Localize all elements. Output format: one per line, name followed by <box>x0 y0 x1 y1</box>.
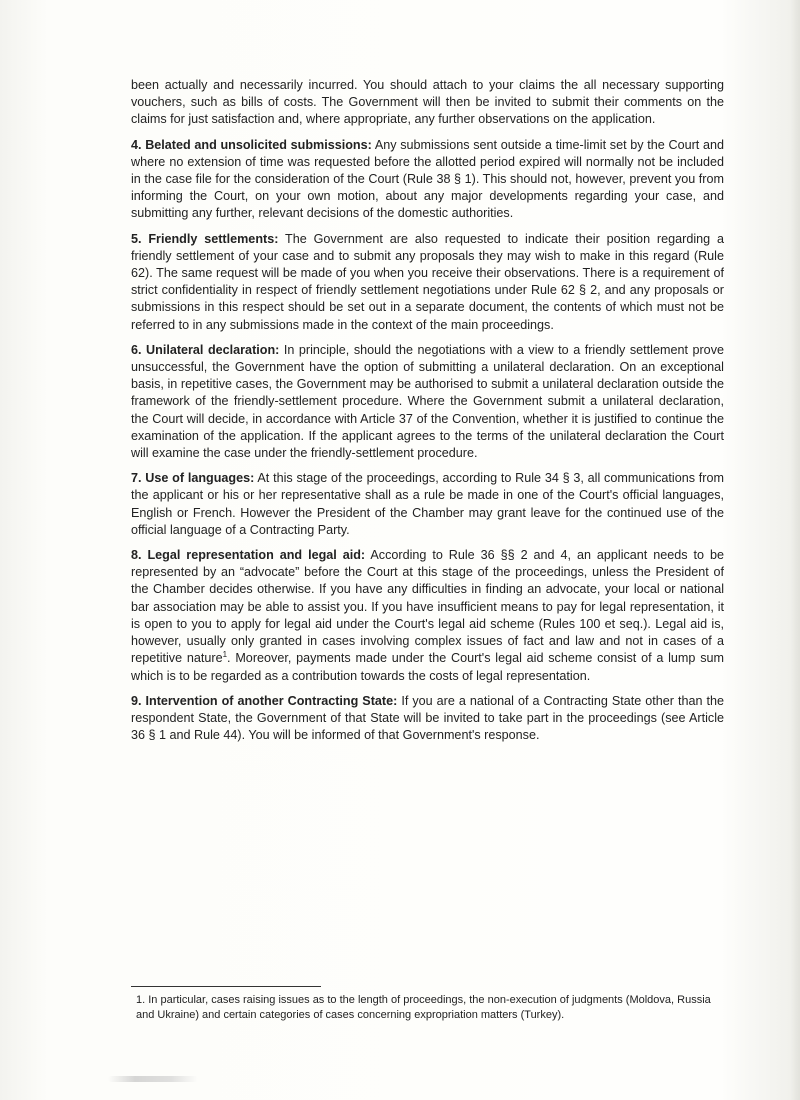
paragraph-belated-submissions <box>131 137 724 223</box>
footnote <box>136 993 726 1023</box>
footnote-reference[interactable]: 1 <box>222 650 228 660</box>
paragraph-heading: 9. Intervention of another Contracting State: <box>131 693 398 708</box>
paragraph-text: In principle, should the negotiations with a view to a friendly settlement prove unsuccessful, the Government have the option of submitting a unilateral declaration. On an exceptional basis, in repetitive cases, the Government may be authorised to submit a unilateral declaration outside the framework of the friendly-settlement procedure. Where the Government submit a unilateral declaration, the Court will decide, in accordance with Article 37 of the Convention, whether it is justified to continue the examination of the application. If the applicant agrees to the terms of the unilateral declaration the Court will examine the case under the friendly-settlement procedure. <box>131 342 724 461</box>
footnote-separator <box>131 986 321 987</box>
paragraph-just-satisfaction-continued <box>131 77 724 129</box>
paragraph-use-of-languages <box>131 470 724 539</box>
paragraph-text: If you are a national of a Contracting State other than the respondent State, the Government of that State will be invited to take part in the proceedings (see Article 36 § 1 and Rule 44). You will be informed of that Government's response. <box>131 693 724 743</box>
document-body <box>131 77 724 752</box>
paragraph-unilateral-declaration <box>131 342 724 462</box>
paragraph-heading: 6. Unilateral declaration: <box>131 342 280 357</box>
paragraph-text-continued: . Moreover, payments made under the Court's legal aid scheme consist of a lump sum which is to be regarded as a contribution towards the costs of legal representation. <box>131 651 724 683</box>
paragraph-text: Any submissions sent outside a time-limit set by the Court and where no extension of time was requested before the allotted period expired will normally not be included in the case file for the consideration of the Court (Rule 38 § 1). This should not, however, prevent you from informing the Court, on your own motion, about any major developments regarding your case, and submitting any further, relevant decisions of the domestic authorities. <box>131 137 724 221</box>
paragraph-heading: 8. Legal representation and legal aid: <box>131 548 366 563</box>
scan-page-edge <box>790 0 800 1100</box>
footnote-text: 1. In particular, cases raising issues as to the length of proceedings, the non-execution of judgments (Moldova, Russia and Ukraine) and certain categories of cases concerning expropriation matters (Turkey). <box>136 994 711 1021</box>
paragraph-heading: 5. Friendly settlements: <box>131 231 279 246</box>
paragraph-intervention <box>131 693 724 745</box>
paragraph-text: At this stage of the proceedings, according to Rule 34 § 3, all communications from the applicant or his or her representative shall as a rule be made in one of the Court's official languages, English or French. However the President of the Chamber may grant leave for the continued use of the official language of a Contracting Party. <box>131 471 724 537</box>
paragraph-heading: 7. Use of languages: <box>131 471 255 486</box>
paragraph-text: The Government are also requested to indicate their position regarding a friendly settlement of your case and to submit any proposals they may wish to make in this regard (Rule 62). The same request will be made of you when you receive their observations. There is a requirement of strict confidentiality in respect of friendly settlement negotiations under Rule 62 § 2, and any proposals or submissions in this respect should be set out in a separate document, the contents of which must not be referred to in any submissions made in the context of the main proceedings. <box>131 231 725 332</box>
paragraph-friendly-settlements <box>131 231 724 334</box>
paragraph-text: been actually and necessarily incurred. You should attach to your claims the all necessary supporting vouchers, such as bills of costs. The Government will then be invited to submit their comments on the claims for just satisfaction and, where appropriate, any further observations on the application. <box>131 78 724 127</box>
paragraph-heading: 4. Belated and unsolicited submissions: <box>131 137 372 152</box>
paragraph-legal-representation <box>131 547 724 685</box>
scan-smudge <box>108 1076 198 1082</box>
paragraph-text: According to Rule 36 §§ 2 and 4, an applicant needs to be represented by an “advocate” before the Court at this stage of the proceedings, unless the President of the Chamber decides otherwise. If you have any difficulties in finding an advocate, your local or national bar association may be able to assist you. If you have insufficient means to pay for legal representation, it is open to you to apply for legal aid under the Court's legal aid scheme (Rules 100 et seq.). Legal aid is, however, usually only granted in cases involving complex issues of fact and law and not in cases of a repetitive nature <box>131 548 724 666</box>
